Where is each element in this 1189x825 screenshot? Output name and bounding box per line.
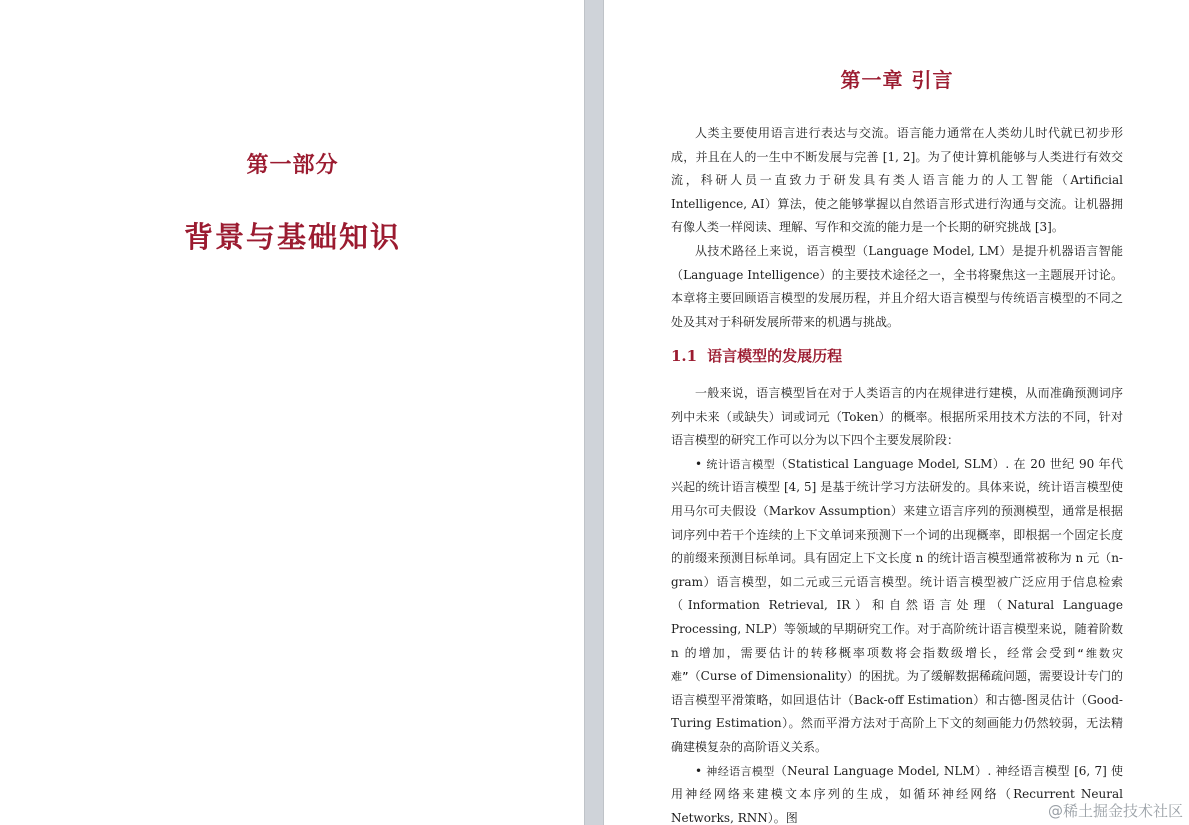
right-page <box>603 0 1189 825</box>
bullet-nlm-text: （Neural Language Model, NLM）. 神经语言模型 [6, 7] 使用神经网络来建模文本序列的生成，如循环神经网络（Recurrent Neural Networks, RNN）。图 <box>671 763 1123 825</box>
bullet-slm-text: （Statistical Language Model, SLM）. 在 20 世纪 90 年代兴起的统计语言模型 [4, 5] 是基于统计学习方法研发的。具体来说，统计语言模型使用马尔可夫假设（Markov Assumption）来建立语言序列的预测模型，通常是根据词序列中若干个连续的上下文单词来预测下一个词的出现概率，即根据一个固定长度的前缀来预测目标单词。具有固定上下文长度 n 的统计语言模型通常被称为 n 元（n-gram）语言模型，如二元或三元语言模型。统计语言模型被广泛应用于信息检索（Information Retrieval, IR）和自然语言处理（Natural Language Processing, NLP）等领域的早期研究工作。对于高阶统计语言模型来说，随着阶数 n 的增加，需要估计的转移概率项数将会指数级增长，经常会受到 <box>671 456 1123 660</box>
bullet-glyph: • <box>695 456 703 471</box>
section-heading <box>671 345 842 366</box>
chapter-title: 第一章 引言 <box>840 68 954 92</box>
bullet-slm-quote: “维数灾难” <box>671 646 1123 684</box>
left-page <box>0 0 585 825</box>
bullet-slm-term: 统计语言模型 <box>706 457 776 471</box>
bullet-glyph: • <box>695 763 703 778</box>
intro-paragraph-2: 从技术路径上来说，语言模型（Language Model, LM）是提升机器语言智能（Language Intelligence）的主要技术途径之一，全书将聚焦这一主题展开讨论。本章将主要回顾语言模型的发展历程，并且介绍大语言模型与传统语言模型的不同之处及其对于科研发展所带来的机遇与挑战。 <box>671 243 1123 329</box>
part-title: 背景与基础知识 <box>183 220 401 254</box>
intro-paragraph-1: 人类主要使用语言进行表达与交流。语言能力通常在人类幼儿时代就已初步形成，并且在人的一生中不断发展与完善 [1, 2]。为了使计算机能够与人类进行有效交流，科研人员一直致力于研发具有类人语言能力的人工智能（Artificial Intelligence, AI）算法，使之能够掌握以自然语言形式进行沟通与交流。让机器拥有像人类一样阅读、理解、写作和交流的能力是一个长期的研究挑战 [3]。 <box>671 126 1123 235</box>
bullet-slm-tail: （Curse of Dimensionality）的困扰。为了缓解数据稀疏问题，需要设计专门的语言模型平滑策略，如回退估计（Back-off Estimation）和古德-图灵估计（Good-Turing Estimation）。然而平滑方法对于高阶上下文的刻画能力仍然较弱，无法精确建模复杂的高阶语义关系。 <box>671 669 1123 754</box>
watermark: @稀土掘金技术社区 <box>1047 802 1183 820</box>
section-text <box>671 382 1123 825</box>
section-number: 1.1 <box>671 347 698 365</box>
bullet-slm <box>671 453 1123 760</box>
section-title: 语言模型的发展历程 <box>707 347 843 365</box>
intro-text <box>671 122 1123 334</box>
section-intro-paragraph: 一般来说，语言模型旨在对于人类语言的内在规律进行建模，从而准确预测词序列中未来（或缺失）词或词元（Token）的概率。根据所采用技术方法的不同，针对语言模型的研究工作可以分为以下四个主要发展阶段： <box>671 386 1123 448</box>
part-label: 第一部分 <box>246 152 339 178</box>
bullet-nlm-term: 神经语言模型 <box>706 764 775 778</box>
